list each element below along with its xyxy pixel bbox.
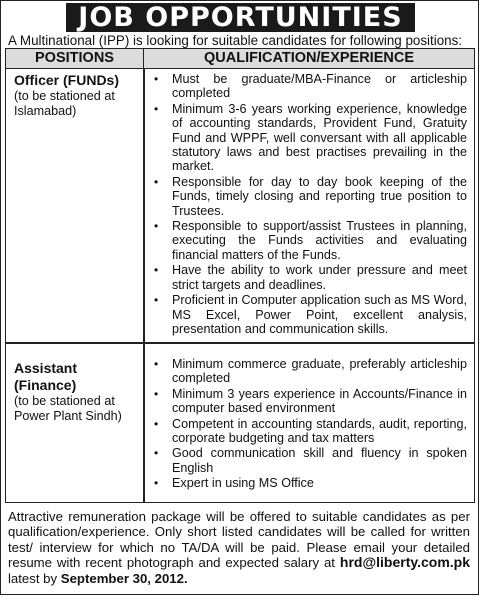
list-item: • Minimum 3 years experience in Accounts/Finance in computer based environment	[154, 386, 467, 416]
list-item: • Have the ability to work under pressure and meet strict targets and deadlines.	[154, 263, 467, 292]
column-divider	[143, 68, 145, 502]
qualification-column-header: QUALIFICATION/EXPERIENCE	[144, 49, 474, 68]
positions-column-header: POSITIONS	[6, 49, 144, 68]
list-item: • Proficient in Computer application such as MS Word, MS Excel, Power Point, excellent analysis, presentation and communication skills.	[154, 293, 467, 336]
position-location: (to be stationed at Islamabad)	[14, 89, 115, 118]
bullet-icon: •	[154, 357, 159, 371]
application-deadline: September 30, 2012.	[60, 570, 188, 586]
list-item: • Expert in using MS Office	[154, 476, 314, 491]
footer-latest-by: latest by	[8, 570, 58, 586]
row-divider	[6, 342, 474, 344]
ad-title: JOB OPPORTUNITIES	[66, 3, 414, 32]
list-item: • Responsible to support/assist Trustees in planning, executing the Funds activities and evaluating financial matters of the Funds.	[154, 219, 467, 262]
table-header	[6, 49, 474, 69]
bullet-icon: •	[154, 386, 159, 401]
qualifications-officer-funds	[149, 72, 467, 337]
position-officer-funds	[14, 72, 140, 118]
bullet-icon: •	[154, 416, 159, 431]
bullet-icon: •	[154, 293, 159, 308]
bullet-icon: •	[154, 219, 159, 234]
footer-body: Attractive remuneration package will be offered to suitable candidates as per qualification/experience. Only short listed candidates will be called for written test/ interview for which no TA/DA will be paid. Please email your detailed resume with recent photograph and expected salary at	[8, 509, 470, 571]
intro-text: A Multinational (IPP) is looking for suitable candidates for following positions:	[8, 33, 463, 48]
footer-text	[8, 509, 470, 586]
list-item: • Good communication skill and fluency in spoken English	[154, 446, 467, 475]
bullet-icon: •	[154, 446, 159, 461]
list-item: • Responsible for day to day book keeping of the Funds, timely closing and reporting true position to Trustees.	[154, 174, 467, 218]
bullet-icon: •	[154, 101, 159, 116]
contact-email: hrd@liberty.com.pk	[339, 554, 471, 571]
bullet-icon: •	[154, 476, 159, 491]
bullet-icon: •	[154, 72, 159, 86]
list-item: • Minimum 3-6 years working experience, knowledge of accounting standards, Provident Fund, Gratuity Fund and WPPF, well conversant with all applicable statutory laws and best practises prevailing in the market.	[154, 101, 467, 174]
qualifications-assistant-finance	[149, 357, 467, 492]
positions-table	[5, 48, 475, 503]
position-title: Assistant (Finance)	[14, 360, 78, 393]
position-assistant-finance	[14, 360, 140, 423]
ad-title-banner	[0, 3, 481, 32]
position-location: (to be stationed at Power Plant Sindh)	[14, 394, 122, 423]
list-item: • Competent in accounting standards, audit, reporting, corporate budgeting and tax matters	[154, 416, 467, 446]
bullet-icon: •	[154, 263, 159, 278]
list-item: • Must be graduate/MBA-Finance or articleship completed	[154, 72, 467, 101]
position-title: Officer (FUNDs)	[14, 72, 120, 88]
list-item: • Minimum commerce graduate, preferably articleship completed	[154, 357, 467, 386]
bullet-icon: •	[154, 174, 159, 189]
